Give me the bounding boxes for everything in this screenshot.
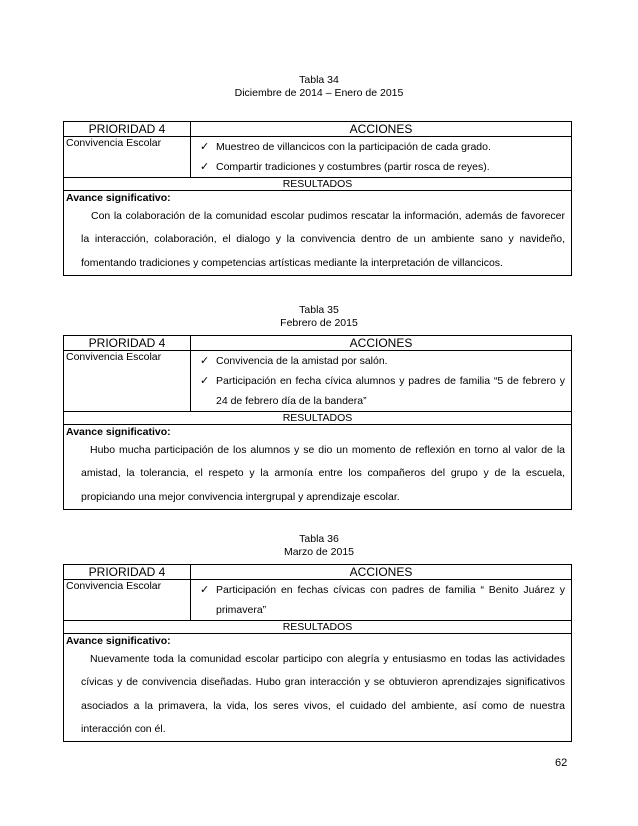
table-header-row (64, 336, 571, 351)
priority-header: PRIORIDAD 4 (64, 565, 191, 579)
priority-header: PRIORIDAD 4 (64, 122, 191, 136)
actions-header: ACCIONES (349, 336, 413, 350)
table-caption-title: Tabla 34 (299, 74, 339, 86)
advance-label: Avance significativo: (66, 192, 171, 204)
table-caption-title: Tabla 36 (299, 533, 339, 545)
action-text: Participación en fecha cívica alumnos y padres de familia “5 de febrero y 24 de febrero día de la bandera” (216, 375, 565, 407)
results-header: RESULTADOS (64, 621, 571, 634)
checkmark-icon: ✓ (200, 374, 210, 387)
advance-text: Con la colaboración de la comunidad escolar pudimos rescatar la información, además de favorecer la interacción, colaboración, el dialogo y la convivencia dentro de un ambiente sano y navideño, fomentando tradiciones y competencias artísticas mediante la interpretación de villancicos. (81, 210, 565, 269)
action-item (191, 371, 571, 411)
table-body-row (64, 137, 571, 178)
table-header-row (64, 565, 571, 580)
table-caption-subtitle: Febrero de 2015 (280, 317, 358, 329)
table-body-row (64, 580, 571, 621)
table-34 (63, 121, 572, 276)
checkmark-icon: ✓ (200, 140, 210, 153)
priority-header: PRIORIDAD 4 (64, 336, 191, 350)
action-item (191, 157, 571, 177)
action-text: Participación en fechas cívicas con padres de familia “ Benito Juárez y primavera” (216, 584, 565, 616)
results-header: RESULTADOS (64, 412, 571, 425)
actions-cell (191, 580, 571, 620)
priority-cell: Convivencia Escolar (64, 351, 191, 411)
table-body-row (64, 351, 571, 412)
action-item (191, 137, 571, 157)
table-36 (63, 564, 572, 742)
action-text: Compartir tradiciones y costumbres (partir rosca de reyes). (216, 161, 490, 173)
table-header-row (64, 122, 571, 137)
actions-header: ACCIONES (349, 122, 413, 136)
advance-label: Avance significativo: (66, 426, 171, 438)
priority-cell: Convivencia Escolar (64, 580, 191, 620)
checkmark-icon: ✓ (200, 583, 210, 596)
advance-text: Nuevamente toda la comunidad escolar participo con alegría y entusiasmo en todas las actividades cívicas y de convivencia diseñadas. Hubo gran interacción y se obtuvieron aprendizajes significativos asociados a la primavera, la vida, los seres vivos, el cuidado del ambiente, así como de nuestra interacción con él. (81, 653, 565, 735)
action-text: Convivencia de la amistad por salón. (216, 355, 388, 367)
action-item (191, 351, 571, 371)
actions-cell (191, 137, 571, 177)
table-35 (63, 335, 572, 510)
advance-text: Hubo mucha participación de los alumnos y se dio un momento de reflexión en torno al valor de la amistad, la tolerancia, el respeto y la armonía entre los compañeros del grupo y de la escuela, propiciando una mejor convivencia intergrupal y aprendizaje escolar. (81, 444, 565, 503)
checkmark-icon: ✓ (200, 354, 210, 367)
table-caption-title: Tabla 35 (299, 304, 339, 316)
advance-label: Avance significativo: (66, 635, 171, 647)
actions-header: ACCIONES (349, 565, 413, 579)
checkmark-icon: ✓ (200, 160, 210, 173)
priority-cell: Convivencia Escolar (64, 137, 191, 177)
actions-cell (191, 351, 571, 411)
page-number: 62 (555, 757, 568, 769)
results-header: RESULTADOS (64, 178, 571, 191)
action-item (191, 580, 571, 620)
table-caption-subtitle: Diciembre de 2014 – Enero de 2015 (234, 87, 404, 99)
table-caption-subtitle: Marzo de 2015 (283, 546, 355, 558)
action-text: Muestreo de villancicos con la participación de cada grado. (216, 141, 491, 153)
